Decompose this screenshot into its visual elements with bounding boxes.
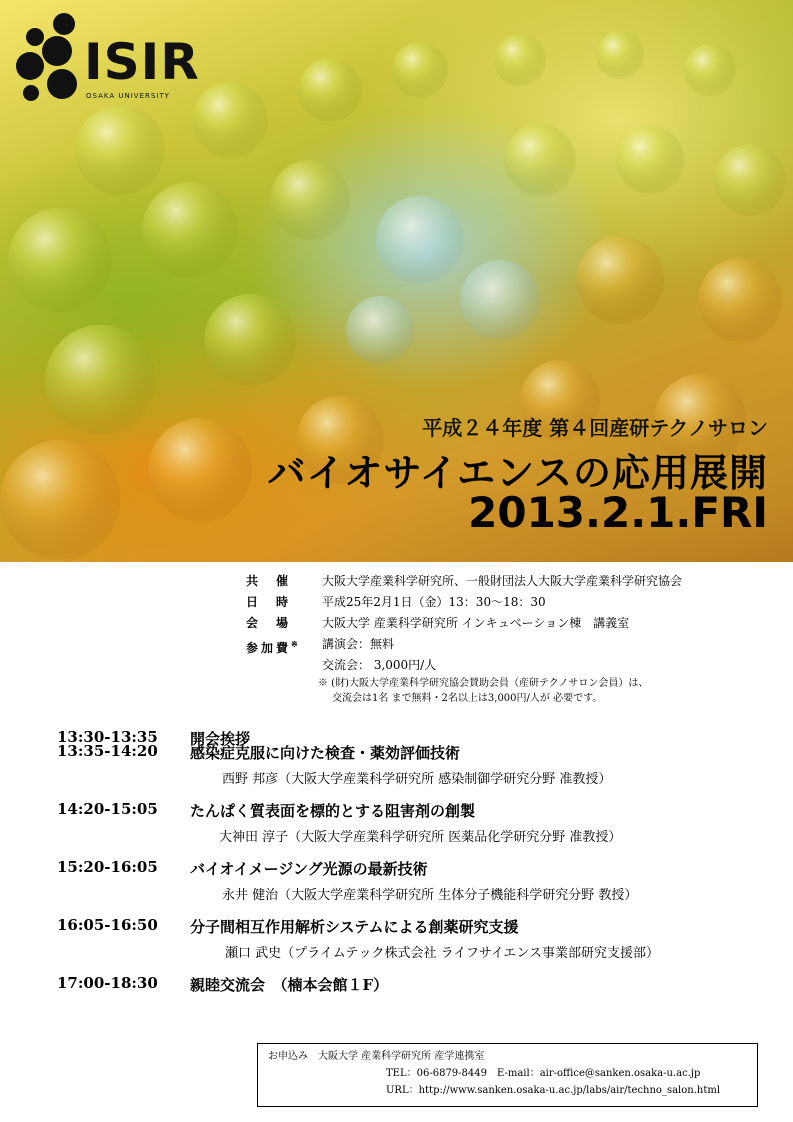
fee-note-line2: 交流会は1名 まで無料・2名以上は3,000円/人が 必要です。 xyxy=(332,693,603,704)
datetime-value: 平成25年2月1日（金）13：30～18：30 xyxy=(322,595,546,609)
fee-label xyxy=(246,634,316,659)
schedule-speaker: 大神田 淳子（大阪大学産業科学研究所 医薬品化学研究分野 准教授） xyxy=(219,830,622,845)
schedule-speaker: 瀬口 武史（プライムテック株式会社 ライフサイエンス事業部研究支援部） xyxy=(225,946,660,961)
schedule-title: たんぱく質表面を標的とする阻害剤の創製 xyxy=(190,802,476,820)
schedule-title: 開会挨拶 xyxy=(190,730,251,748)
schedule-time: 13:35-14:20 xyxy=(57,742,158,760)
schedule-time: 17:00-18:30 xyxy=(57,974,158,992)
contact-box xyxy=(257,1043,758,1107)
contact-apply: お申込み 大阪大学 産業科学研究所 産学連携室 xyxy=(268,1051,485,1062)
fee-mark: ※ xyxy=(291,639,298,649)
datetime-label: 日 時 xyxy=(246,595,292,609)
organizer-label: 共 催 xyxy=(246,574,292,588)
organizer-value: 大阪大学産業科学研究所、一般財団法人大阪大学産業科学研究協会 xyxy=(322,574,683,588)
schedule-time: 15:20-16:05 xyxy=(57,858,158,876)
logo-subtext: OSAKA UNIVERSITY xyxy=(86,92,170,100)
event-title: バイオサイエンスの応用展開 xyxy=(267,450,768,495)
fee-label-text: 参加費 xyxy=(246,641,292,655)
isir-dots-logo-icon xyxy=(14,10,82,102)
isir-logo xyxy=(14,10,200,105)
event-date: 2013.2.1.FRI xyxy=(468,488,768,537)
schedule-title: バイオイメージング光源の最新技術 xyxy=(190,860,428,878)
fee-note xyxy=(318,676,648,706)
fee-note-line1: ※ (財)大阪大学産業科学研究協会賛助会員（産研テクノサロン会員）は、 xyxy=(318,678,649,689)
schedule-title: 感染症克服に向けた検査・薬効評価技術 xyxy=(190,744,461,762)
schedule-time: 16:05-16:50 xyxy=(57,916,158,934)
schedule-time: 14:20-15:05 xyxy=(57,800,158,818)
schedule-title: 親睦交流会 （楠本会館１F） xyxy=(190,976,389,994)
contact-url: URL：http://www.sanken.osaka-u.ac.jp/labs/air/techno_salon.html xyxy=(386,1085,721,1096)
event-subtitle: 平成２４年度 第４回産研テクノサロン xyxy=(422,416,768,440)
schedule-time: 13:30-13:35 xyxy=(57,728,158,746)
contact-tel-email: TEL：06-6879-8449 E-mail：air-office@sanken.osaka-u.ac.jp xyxy=(386,1068,701,1079)
fee-lecture-value: 講演会：無料 xyxy=(322,637,395,651)
logo-text: ISIR xyxy=(84,33,200,91)
schedule-speaker: 西野 邦彦（大阪大学産業科学研究所 感染制御学研究分野 准教授） xyxy=(222,772,612,787)
fee-reception-value: 交流会： 3,000円/人 xyxy=(322,658,437,672)
schedule-speaker: 永井 健治（大阪大学産業科学研究所 生体分子機能科学研究分野 教授） xyxy=(222,888,638,903)
schedule-title: 分子間相互作用解析システムによる創薬研究支援 xyxy=(190,918,519,936)
venue-value: 大阪大学 産業科学研究所 インキュベーション棟 講義室 xyxy=(322,616,630,630)
venue-label: 会 場 xyxy=(246,616,292,630)
